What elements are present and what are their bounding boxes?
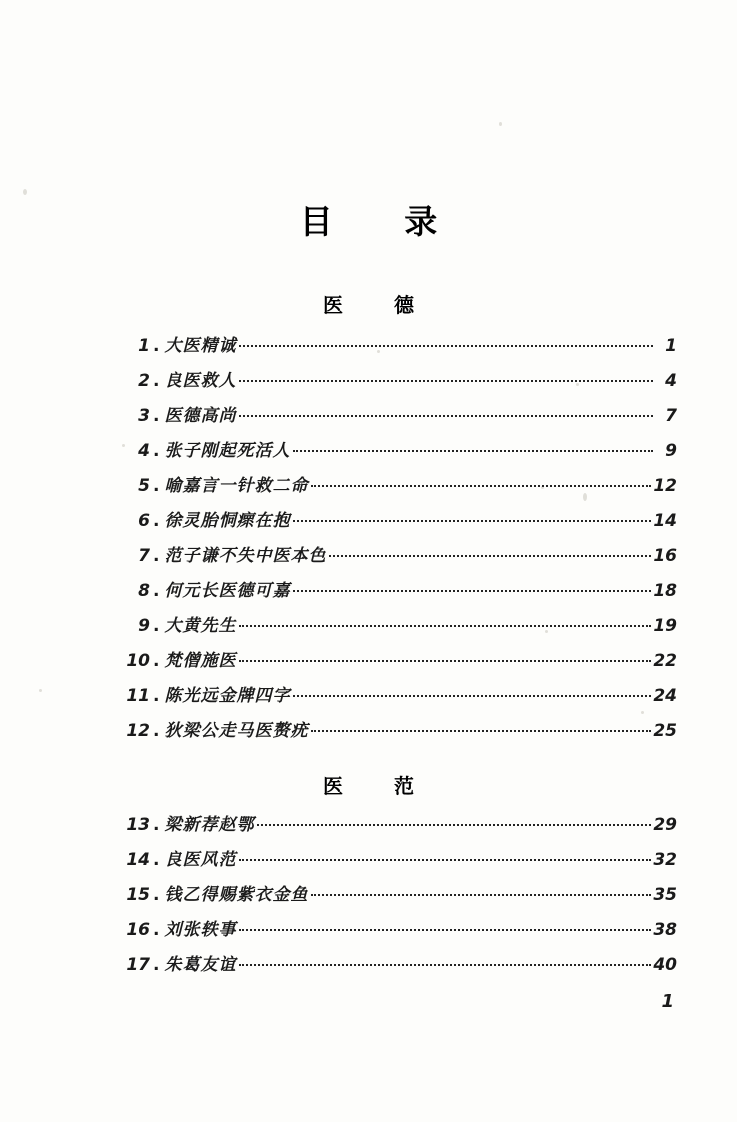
toc-entry[interactable] (110, 548, 677, 565)
toc-entry-page: 19 (653, 616, 677, 636)
toc-entry[interactable] (110, 513, 677, 530)
toc-leader-dots (239, 964, 651, 966)
toc-entry[interactable] (110, 817, 677, 834)
toc-leader-dots (311, 894, 651, 896)
toc-entry-label: 张子刚起死活人 (164, 441, 291, 461)
toc-entry-separator: . (153, 371, 160, 391)
toc-entry-page: 35 (653, 885, 677, 905)
toc-leader-dots (293, 450, 653, 452)
toc-leader-dots (239, 625, 651, 627)
toc-entry-separator: . (153, 955, 160, 975)
toc-entry-page: 25 (653, 721, 677, 741)
toc-leader-dots (293, 520, 651, 522)
toc-entry-number: 6 (138, 511, 150, 531)
toc-entry-number: 16 (126, 920, 150, 940)
toc-leader-dots (311, 485, 651, 487)
toc-entry-page: 32 (653, 850, 677, 870)
toc-entry-separator: . (153, 651, 160, 671)
toc-entry-label: 良医风范 (164, 850, 237, 870)
toc-leader-dots (239, 415, 653, 417)
toc-entry-number: 7 (138, 546, 150, 566)
toc-entry-separator: . (153, 920, 160, 940)
toc-entry[interactable] (110, 373, 677, 390)
toc-entry[interactable] (110, 408, 677, 425)
toc-entry-page: 7 (665, 406, 677, 426)
toc-entry-label: 朱葛友谊 (164, 955, 237, 975)
toc-entry-separator: . (153, 476, 160, 496)
toc-entry-page: 4 (665, 371, 677, 391)
toc-entry-page: 40 (653, 955, 677, 975)
toc-entry-page: 38 (653, 920, 677, 940)
toc-entry-page: 12 (653, 476, 677, 496)
toc-entry-separator: . (153, 686, 160, 706)
toc-entry-separator: . (153, 850, 160, 870)
toc-entry-label: 梵僧施医 (164, 651, 237, 671)
toc-entry-number: 9 (138, 616, 150, 636)
toc-entry-number: 13 (126, 815, 150, 835)
toc-entry-number: 15 (126, 885, 150, 905)
toc-entry-label: 梁新荐赵鄂 (164, 815, 255, 835)
toc-entry-number: 10 (126, 651, 150, 671)
toc-entry-page: 9 (665, 441, 677, 461)
toc-entry-separator: . (153, 441, 160, 461)
toc-entry[interactable] (110, 887, 677, 904)
toc-leader-dots (257, 824, 651, 826)
toc-entry-label: 徐灵胎恫瘝在抱 (164, 511, 291, 531)
section-heading-medical-models: 医 范 (323, 774, 436, 798)
toc-leader-dots (293, 695, 651, 697)
toc-entry-label: 范子谦不失中医本色 (164, 546, 327, 566)
toc-entry-separator: . (153, 616, 160, 636)
toc-leader-dots (239, 380, 653, 382)
toc-entry-separator: . (153, 546, 160, 566)
toc-entry-number: 17 (126, 955, 150, 975)
toc-entry[interactable] (110, 338, 677, 355)
toc-entry[interactable] (110, 852, 677, 869)
toc-entry-page: 14 (653, 511, 677, 531)
toc-entry[interactable] (110, 957, 677, 974)
toc-entry-number: 5 (138, 476, 150, 496)
toc-entry[interactable] (110, 653, 677, 670)
toc-entry-page: 1 (665, 336, 677, 356)
toc-entry-separator: . (153, 336, 160, 356)
toc-entry-separator: . (153, 581, 160, 601)
toc-list-medical-models (0, 817, 737, 974)
toc-entry-page: 22 (653, 651, 677, 671)
toc-entry[interactable] (110, 922, 677, 939)
toc-entry[interactable] (110, 618, 677, 635)
toc-entry-separator: . (153, 885, 160, 905)
toc-entry-separator: . (153, 815, 160, 835)
toc-entry-page: 16 (653, 546, 677, 566)
toc-entry-separator: . (153, 511, 160, 531)
toc-entry-label: 大医精诚 (164, 336, 237, 356)
toc-entry-page: 18 (653, 581, 677, 601)
toc-entry-label: 钱乙得赐紫衣金鱼 (164, 885, 309, 905)
toc-entry-label: 喻嘉言一针救二命 (164, 476, 309, 496)
page-title: 目 录 (299, 202, 468, 241)
toc-entry-label: 医德高尚 (164, 406, 237, 426)
toc-entry[interactable] (110, 478, 677, 495)
toc-entry[interactable] (110, 583, 677, 600)
toc-entry-number: 2 (138, 371, 150, 391)
page-number: 1 (661, 991, 674, 1012)
toc-entry-number: 3 (138, 406, 150, 426)
toc-leader-dots (311, 730, 651, 732)
toc-entry-label: 良医救人 (164, 371, 237, 391)
toc-leader-dots (239, 345, 653, 347)
toc-entry-label: 何元长医德可嘉 (164, 581, 291, 601)
toc-entry-number: 4 (138, 441, 150, 461)
toc-leader-dots (239, 660, 651, 662)
toc-entry-number: 12 (126, 721, 150, 741)
toc-entry-number: 11 (126, 686, 150, 706)
toc-entry[interactable] (110, 443, 677, 460)
toc-entry-number: 1 (138, 336, 150, 356)
toc-leader-dots (329, 555, 651, 557)
toc-entry-label: 刘张轶事 (164, 920, 237, 940)
toc-entry-page: 24 (653, 686, 677, 706)
toc-entry-label: 陈光远金牌四字 (164, 686, 291, 706)
toc-entry[interactable] (110, 723, 677, 740)
toc-entry-separator: . (153, 721, 160, 741)
toc-leader-dots (239, 859, 651, 861)
toc-entry-label: 大黄先生 (164, 616, 237, 636)
toc-list-medical-ethics (0, 338, 737, 740)
toc-entry-label: 狄梁公走马医赘疣 (164, 721, 309, 741)
toc-entry-number: 14 (126, 850, 150, 870)
toc-leader-dots (239, 929, 651, 931)
toc-entry-page: 29 (653, 815, 677, 835)
toc-entry-number: 8 (138, 581, 150, 601)
section-heading-medical-ethics: 医 德 (323, 293, 436, 317)
toc-entry[interactable] (110, 688, 677, 705)
toc-leader-dots (293, 590, 651, 592)
toc-entry-separator: . (153, 406, 160, 426)
